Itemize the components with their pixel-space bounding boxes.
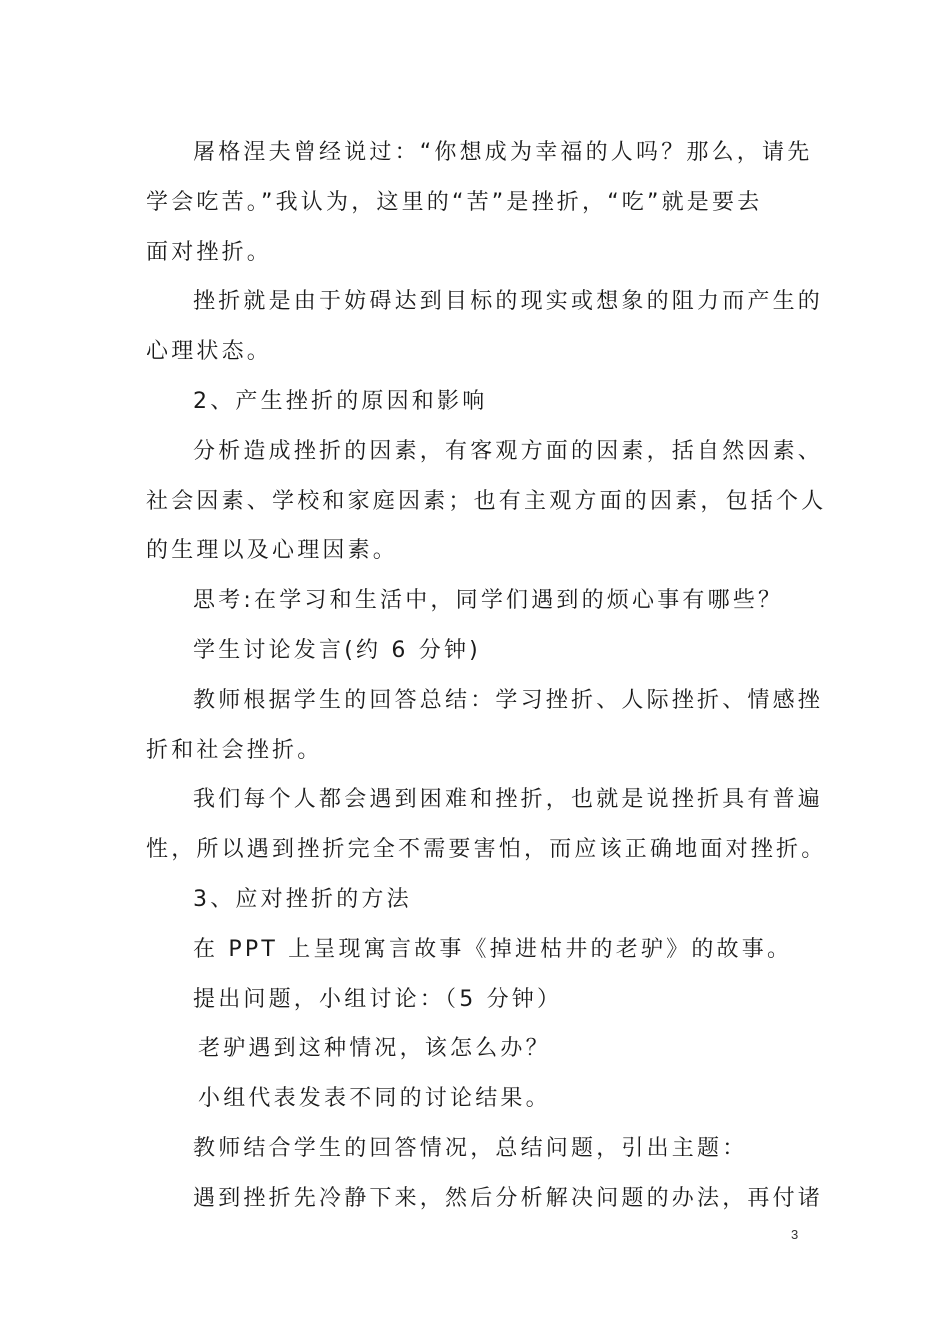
paragraph-line: 学会吃苦。”我认为，这里的“苦”是挫折，“吃”就是要去 xyxy=(146,189,763,215)
section-heading: 2、产生挫折的原因和影响 xyxy=(193,388,488,414)
paragraph-line: 遇到挫折先冷静下来，然后分析解决问题的办法，再付诸 xyxy=(193,1185,824,1211)
paragraph-line: 挫折就是由于妨碍达到目标的现实或想象的阻力而产生的 xyxy=(193,289,824,315)
paragraph-line: 教师根据学生的回答总结：学习挫折、人际挫折、情感挫 xyxy=(193,687,824,713)
paragraph-line: 折和社会挫折。 xyxy=(146,737,323,763)
paragraph-line: 提出问题，小组讨论：（5 分钟） xyxy=(193,986,563,1012)
paragraph-line: 小组代表发表不同的讨论结果。 xyxy=(198,1086,551,1112)
section-heading: 3、应对挫折的方法 xyxy=(193,886,412,912)
paragraph-line: 的生理以及心理因素。 xyxy=(146,538,399,564)
page-number: 3 xyxy=(791,1227,799,1242)
paragraph-line: 分析造成挫折的因素，有客观方面的因素，括自然因素、 xyxy=(193,438,824,464)
paragraph-line: 社会因素、学校和家庭因素；也有主观方面的因素，包括个人 xyxy=(146,488,827,514)
paragraph-line: 教师结合学生的回答情况，总结问题，引出主题： xyxy=(193,1135,748,1161)
paragraph-line: 我们每个人都会遇到困难和挫折，也就是说挫折具有普遍 xyxy=(193,787,824,813)
document-body xyxy=(146,128,827,1224)
paragraph-line: 屠格涅夫曾经说过：“你想成为幸福的人吗？那么，请先 xyxy=(193,140,813,165)
paragraph-line: 面对挫折。 xyxy=(146,239,273,265)
paragraph-line: 思考:在学习和生活中，同学们遇到的烦心事有哪些？ xyxy=(193,588,784,614)
paragraph-line: 心理状态。 xyxy=(146,339,273,365)
paragraph-line: 学生讨论发言(约 6 分钟) xyxy=(193,637,481,663)
paragraph-line: 性，所以遇到挫折完全不需要害怕，而应该正确地面对挫折。 xyxy=(146,837,827,863)
paragraph-line: 老驴遇到这种情况，该怎么办？ xyxy=(198,1036,551,1062)
paragraph-line: 在 PPT 上呈现寓言故事《掉进枯井的老驴》的故事。 xyxy=(193,936,793,962)
